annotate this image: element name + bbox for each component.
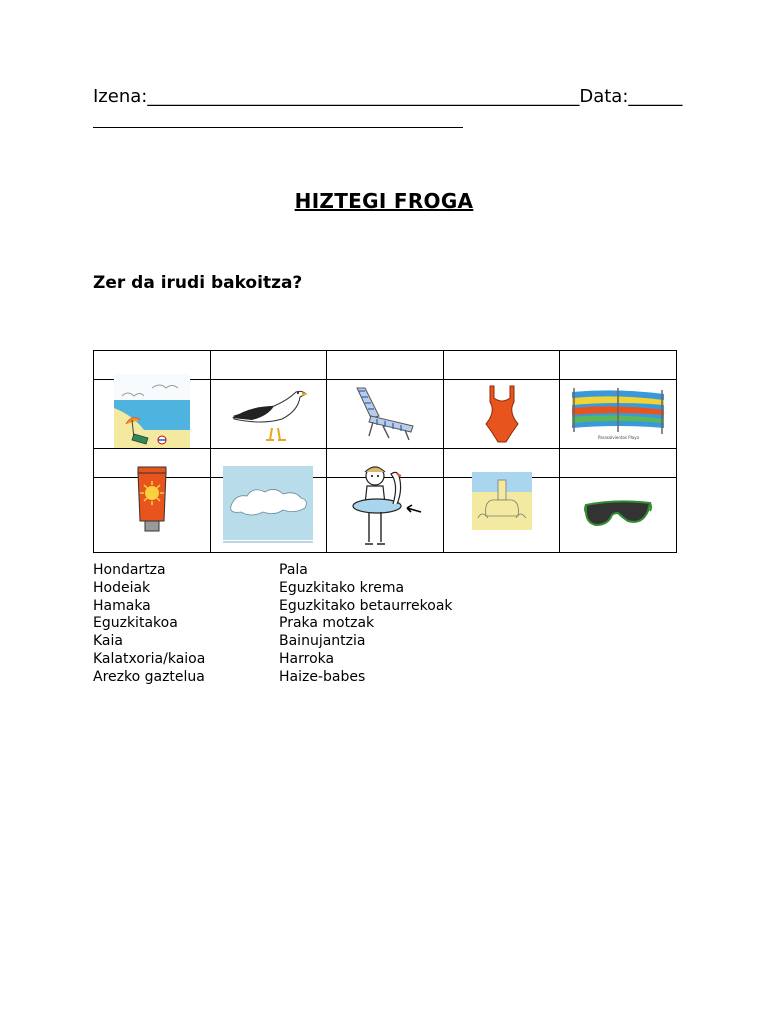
answer-cell[interactable] bbox=[327, 351, 444, 380]
word-item: Hamaka bbox=[93, 597, 151, 614]
windbreak-caption: Parasolvientos Playa bbox=[598, 435, 640, 440]
word-item: Hodeiak bbox=[93, 579, 151, 596]
picture-cell bbox=[560, 380, 677, 449]
picture-cell bbox=[210, 478, 327, 553]
picture-cell bbox=[94, 380, 211, 449]
deck-chair-icon bbox=[353, 386, 417, 442]
word-bank-column-1 bbox=[93, 562, 205, 687]
word-item: Kalatxoria/kaioa bbox=[93, 650, 206, 667]
date-label: Data: bbox=[579, 86, 629, 107]
word-item: Haize-babes bbox=[279, 668, 366, 685]
answer-cell[interactable] bbox=[560, 449, 677, 478]
word-item: Kaia bbox=[93, 633, 123, 650]
question-heading: Zer da irudi bakoitza? bbox=[93, 273, 303, 293]
word-item: Bainujantzia bbox=[279, 633, 366, 650]
picture-cell bbox=[443, 380, 560, 449]
name-blank[interactable]: ________________________________________________ bbox=[147, 86, 580, 107]
seagull-icon bbox=[228, 386, 308, 442]
picture-cell bbox=[210, 380, 327, 449]
picture-row-1 bbox=[94, 380, 677, 449]
word-item: Praka motzak bbox=[279, 615, 375, 632]
page-title: HIZTEGI FROGA bbox=[294, 189, 474, 213]
picture-cell bbox=[327, 380, 444, 449]
child-swim-ring-icon bbox=[345, 462, 425, 552]
picture-cell bbox=[94, 478, 211, 553]
picture-row-2 bbox=[94, 478, 677, 553]
beach-scene-icon bbox=[112, 374, 192, 448]
word-item: Eguzkitako betaurrekoak bbox=[279, 597, 453, 614]
word-item: Eguzkitakoa bbox=[93, 615, 178, 632]
answer-cell[interactable] bbox=[210, 351, 327, 380]
date-blank[interactable]: ______ bbox=[628, 86, 683, 107]
clouds-icon bbox=[223, 466, 313, 544]
word-item: Hondartza bbox=[93, 562, 166, 578]
sunscreen-icon bbox=[132, 465, 172, 533]
answer-cell[interactable] bbox=[443, 351, 560, 380]
swimsuit-icon bbox=[482, 384, 522, 444]
answer-cell[interactable] bbox=[560, 351, 677, 380]
sandcastle-icon bbox=[472, 472, 532, 530]
name-label: Izena: bbox=[93, 86, 148, 107]
name-date-line bbox=[93, 86, 682, 107]
word-item: Eguzkitako krema bbox=[279, 579, 405, 596]
word-item: Pala bbox=[279, 562, 308, 578]
picture-cell bbox=[443, 478, 560, 553]
sunglasses-icon bbox=[584, 497, 652, 533]
picture-grid bbox=[93, 350, 677, 553]
word-bank-column-2 bbox=[279, 562, 453, 687]
word-item: Harroka bbox=[279, 650, 335, 667]
name-continuation-line bbox=[93, 127, 463, 128]
picture-cell bbox=[560, 478, 677, 553]
word-item: Arezko gaztelua bbox=[93, 668, 205, 685]
picture-cell bbox=[327, 478, 444, 553]
windbreak-icon bbox=[570, 386, 666, 442]
